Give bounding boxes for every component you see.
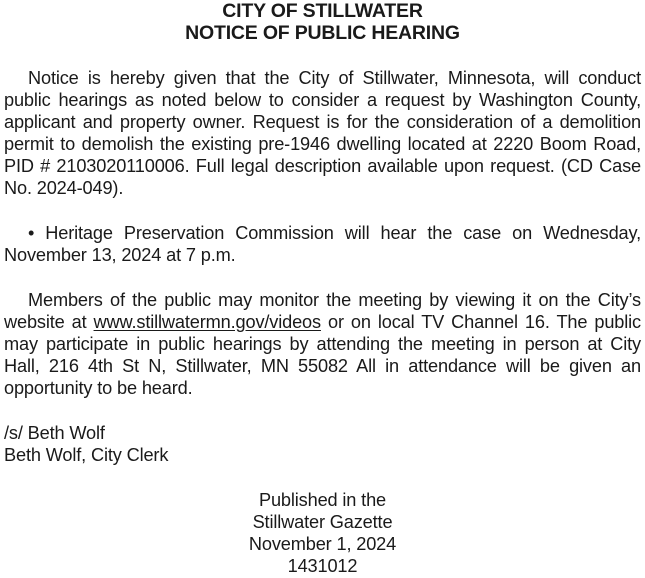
notice-paragraph-participation — [4, 289, 641, 399]
participation-text-start: Members of the public may monitor the meeting by viewing it on the City’s website at — [4, 290, 641, 332]
city-title: CITY OF STILLWATER — [222, 0, 423, 22]
publication-name: Stillwater Gazette — [252, 512, 393, 532]
notice-paragraph-request: Notice is hereby given that the City of Stillwater, Minnesota, will conduct public hearings as noted below to consider a request by Washington County, applicant and property owner. Request is for the consideration of a demolition permit to demolish the existing pre-1946 dwelling located at 2220 Boom Road, PID # 2103020110006. Full legal description available upon request. (CD Case No. 2024-049). — [4, 68, 641, 198]
signature-block — [4, 422, 641, 466]
notice-header — [0, 0, 645, 44]
signer-name-title: Beth Wolf, City Clerk — [4, 445, 169, 465]
notice-title: NOTICE OF PUBLIC HEARING — [185, 22, 460, 44]
participation-text-end: or on local TV Channel 16. The public may participate in public hearings by attending the meeting in person at City Hall, 216 4th St N, Stillwater, MN 55082 All in attendance will be given an opportunity to be heard. — [4, 312, 641, 398]
publication-info — [0, 489, 645, 577]
signature-line: /s/ Beth Wolf — [4, 423, 105, 443]
publication-date: November 1, 2024 — [248, 534, 397, 554]
notice-id-number: 1431012 — [287, 556, 358, 576]
hearing-bullet: • Heritage Preservation Commission will hear the case on Wednesday, November 13, 2024 at 7 p.m. — [4, 223, 641, 265]
published-in-label: Published in the — [258, 490, 387, 510]
videos-website-link[interactable]: www.stillwatermn.gov/videos — [93, 312, 321, 332]
